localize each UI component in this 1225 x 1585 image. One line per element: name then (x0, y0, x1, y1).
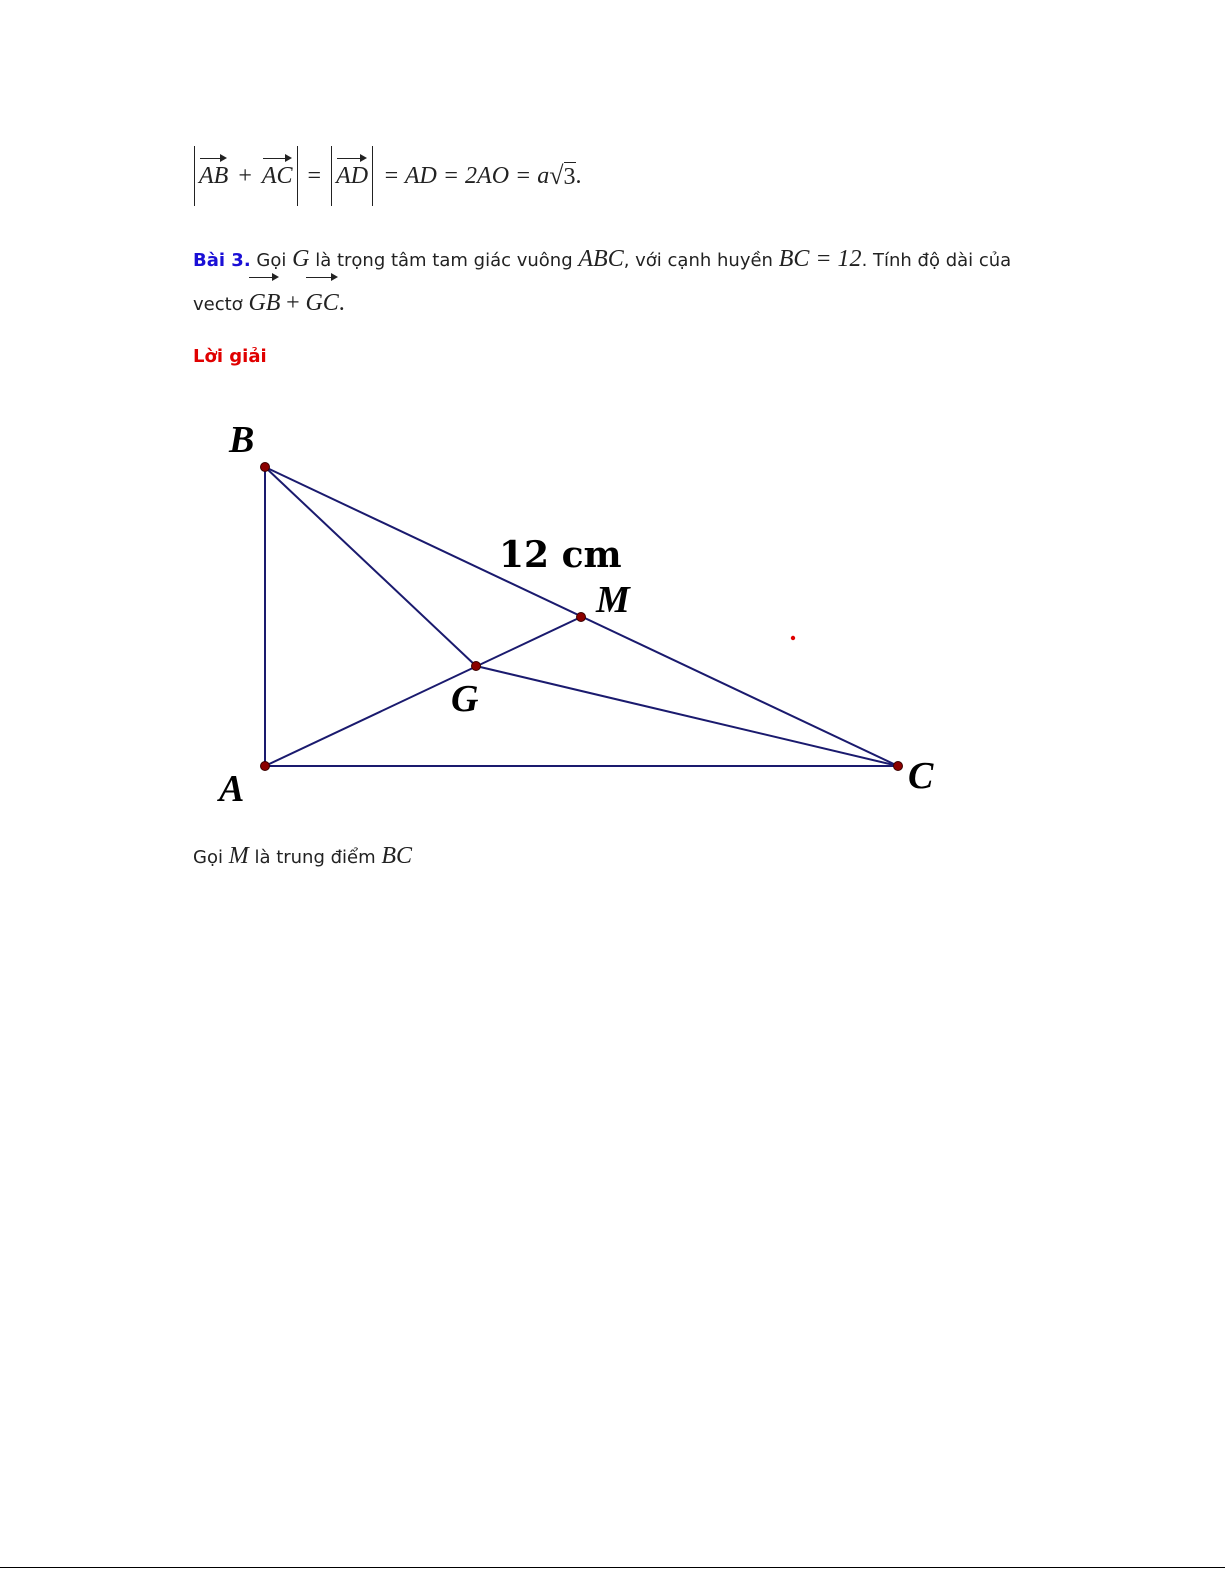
footer-text-2: là trung điểm (254, 847, 376, 868)
label-b: B (229, 419, 255, 461)
triangle-abc: ABC (578, 246, 624, 272)
equation-end: . (575, 162, 582, 189)
segment-am (265, 617, 581, 766)
equation-rest: = AD = 2AO = a (383, 162, 550, 189)
point-g-dot (472, 662, 481, 671)
footer-segment-bc: BC (381, 843, 413, 869)
label-c: C (908, 755, 934, 797)
vector-ad: AD (336, 162, 369, 189)
vector-ab: AB (199, 162, 229, 189)
label-g: G (451, 678, 479, 720)
sqrt-arg: 3 (563, 163, 576, 190)
point-c-dot (894, 762, 903, 771)
point-b-dot (261, 463, 270, 472)
plus-sign-2: + (286, 290, 300, 316)
problem-text-4: . Tính độ dài của (861, 250, 1012, 271)
problem-text-2: là trọng tâm tam giác vuông (315, 250, 573, 271)
label-a: A (219, 768, 245, 810)
point-g: G (292, 246, 310, 272)
equals-sign: = (307, 162, 322, 189)
segment-bg (265, 467, 476, 666)
vector-gc: GC (305, 282, 338, 325)
footer-point-m: M (228, 843, 249, 869)
plus-sign: + (238, 162, 252, 189)
solution-heading: Lời giải (193, 346, 267, 367)
problem-end: . (338, 290, 345, 316)
footer-text-1: Gọi (193, 847, 223, 868)
stray-dot (791, 636, 795, 640)
problem-label: Bài 3. (193, 250, 251, 271)
label-length: 12 cm (499, 534, 622, 576)
point-a-dot (261, 762, 270, 771)
hypotenuse-eq: BC = 12 (778, 246, 862, 272)
point-m-dot (577, 613, 586, 622)
sqrt-symbol: √ (549, 161, 564, 190)
problem-text-3: , với cạnh huyền (623, 250, 773, 271)
segment-gc (476, 666, 898, 766)
vector-ac: AC (261, 162, 293, 189)
problem-text-1: Gọi (256, 250, 287, 271)
problem-text-5: vectơ (193, 294, 243, 315)
page-bottom-rule (0, 1567, 1225, 1568)
label-m: M (596, 579, 630, 621)
vector-gb: GB (248, 282, 280, 325)
footer-text (193, 843, 412, 870)
